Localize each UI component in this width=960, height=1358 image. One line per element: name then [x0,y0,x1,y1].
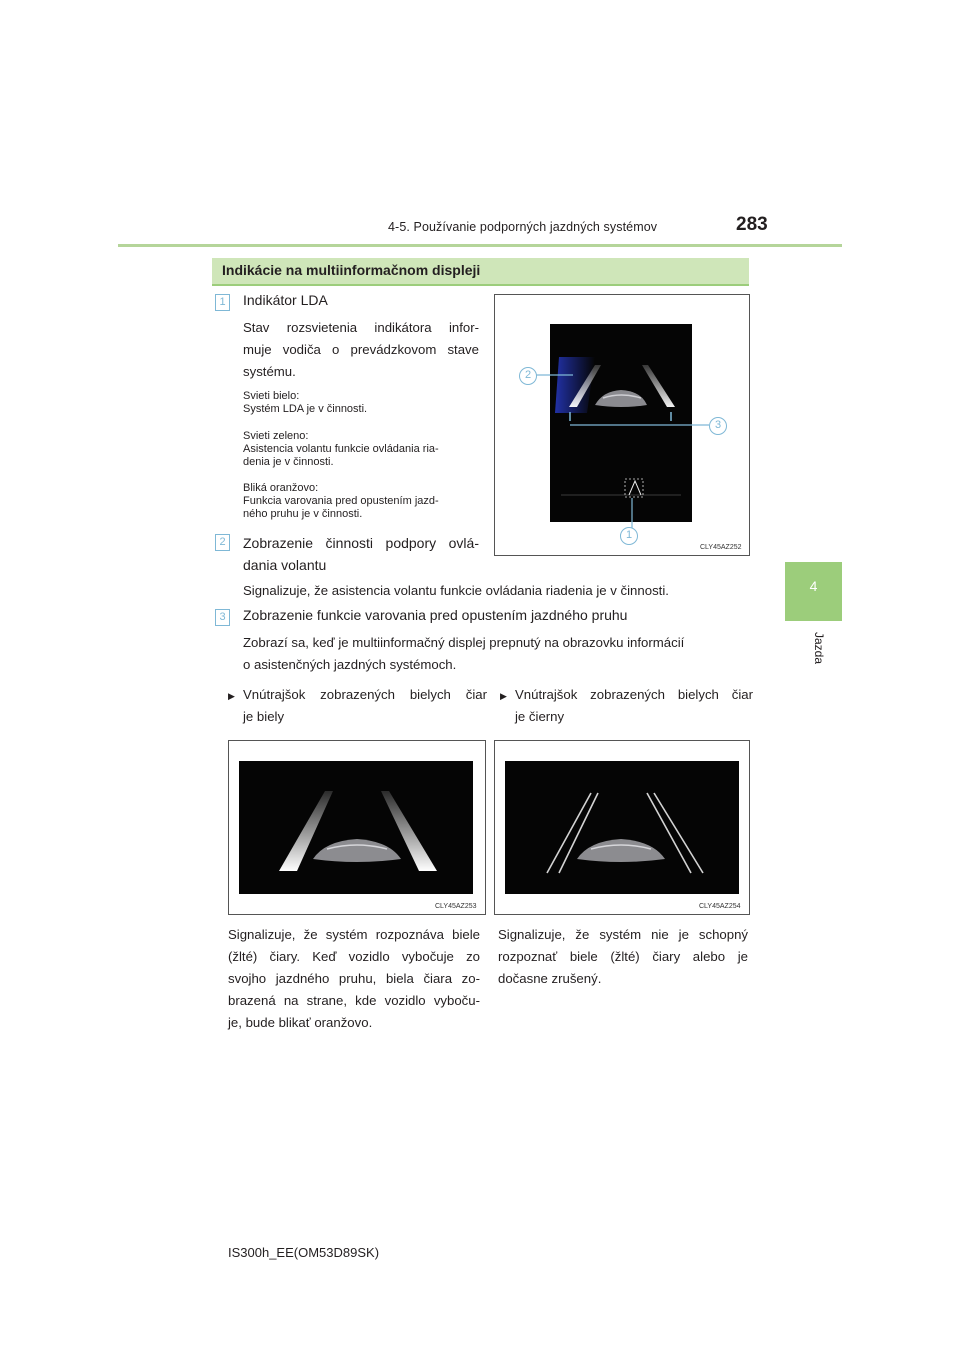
description-line: Zobrazí sa, keď je multiinformačný displej prepnutý na obrazovku informácií [243,635,685,650]
chapter-tab [785,562,842,621]
section-title: Indikácie na multiinformačnom displeji [222,262,481,278]
description-line: Signalizuje, že systém nie je schopný [498,927,748,942]
figure-code: CLY45AZ252 [700,544,742,551]
state-text: Funkcia varovania pred opustením jazd- [243,495,439,507]
state-label: Svieti bielo: [243,390,300,402]
item-title: Zobrazenie funkcie varovania pred opustením jazdného pruhu [243,607,628,623]
bullet-arrow-icon: ▶ [228,691,235,701]
heading-line: je biely [243,709,285,724]
bullet-arrow-icon: ▶ [500,691,507,701]
item-number-badge: 3 [215,609,230,626]
white-lines-figure [228,740,486,915]
description-line: rozpoznať biele (žlté) čiary alebo je [498,949,748,964]
indicator-state-orange [243,482,483,521]
figure-code: CLY45AZ254 [699,903,741,910]
item-title [243,532,479,576]
chapter-number: 4 [809,578,818,594]
description-line: systému. [243,364,296,379]
callout-2: 2 [519,367,537,385]
figure-code: CLY45AZ253 [435,903,477,910]
description-line: Signalizuje, že systém rozpoznáva biele [228,927,480,942]
comparison-description [228,924,480,1034]
black-lines-illustration [495,741,749,914]
description-line: je, bude blikať oranžovo. [228,1015,373,1030]
heading-line: Vnútrajšok zobrazených bielych čiar [243,687,487,702]
heading-line: je čierny [515,709,565,724]
header-divider [118,244,842,247]
description-line: (žlté) čiary. Keď vozidlo vybočuje zo [228,949,480,964]
comparison-description [498,924,748,990]
heading-line: Vnútrajšok zobrazených bielych čiar [515,687,753,702]
callout-1: 1 [620,527,638,545]
manual-code-footer: IS300h_EE(OM53D89SK) [228,1245,380,1260]
section-heading-underline [212,284,749,286]
description-line: svojho jazdného pruhu, biela čiara zo- [228,971,480,986]
item-number-badge: 2 [215,534,230,551]
black-lines-figure [494,740,750,915]
state-text: denia je v činnosti. [243,456,334,468]
item-description: Signalizuje, že asistencia volantu funkcie ovládania riadenia je v činnosti. [243,583,669,598]
lda-display-figure [494,294,750,556]
description-line: muje vodiča o prevádzkovom stave [243,342,479,357]
comparison-heading [243,684,487,728]
description-line: o asistenčných jazdných systémoch. [243,657,457,672]
state-text: Systém LDA je v činnosti. [243,403,368,415]
comparison-heading [515,684,753,728]
callout-3: 3 [709,417,727,435]
description-line: Stav rozsvietenia indikátora infor- [243,320,479,335]
item-title: Indikátor LDA [243,292,328,308]
description-line: dočasne zrušený. [498,971,602,986]
state-text: ného pruhu je v činnosti. [243,508,363,520]
item-number-badge: 1 [215,294,230,311]
state-label: Bliká oranžovo: [243,482,319,494]
page-number: 283 [736,214,768,235]
description-line: brazená na strane, kde vozidlo vyboču- [228,993,480,1008]
item-description [243,632,753,676]
state-label: Svieti zeleno: [243,430,309,442]
chapter-label: Jazda [812,632,826,665]
state-text: Asistencia volantu funkcie ovládania ria- [243,443,439,455]
white-lines-illustration [229,741,485,914]
indicator-state-white [243,390,483,416]
running-header: 4-5. Používanie podporných jazdných systémov [388,220,658,234]
indicator-state-green [243,430,483,469]
title-line: Zobrazenie činnosti podpory ovlá- [243,535,479,551]
item-description [243,317,479,383]
title-line: dania volantu [243,557,327,573]
